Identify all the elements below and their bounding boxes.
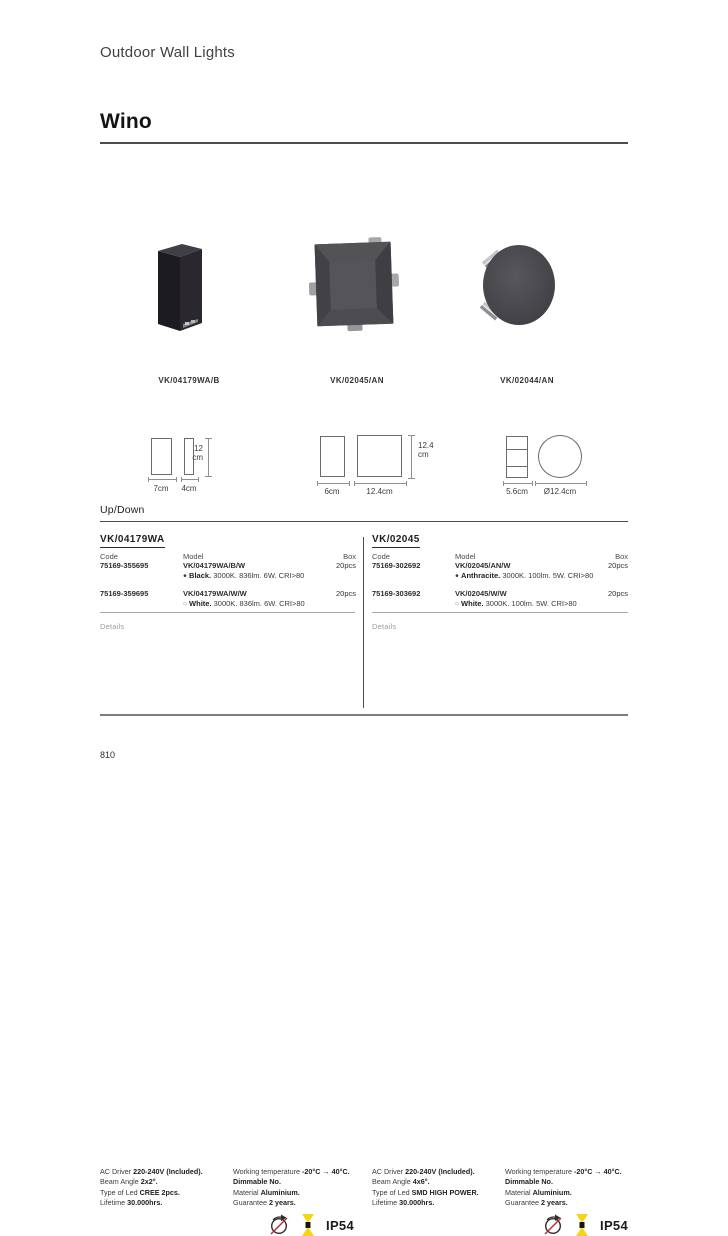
detail-line: Working temperature -20°C → 40°C. — [505, 1167, 622, 1176]
product-photo-round — [478, 243, 556, 332]
width-dimension-label: 5.6cm — [506, 487, 528, 496]
certification-icons — [268, 1214, 354, 1236]
item-code: 75169-302692 — [372, 561, 421, 570]
detail-line: Lifetime 30.000hrs. — [100, 1198, 163, 1208]
detail-line: Material Aluminium. — [233, 1187, 300, 1197]
dim-side-view — [320, 436, 345, 477]
width-dimension-line — [317, 481, 350, 486]
item-finish-specs: ○ White. 3000K. 100lm. 5W. CRI>80 — [455, 599, 577, 608]
section-label: Up/Down — [100, 504, 145, 516]
detail-line: Type of Led SMD HIGH POWER. — [372, 1187, 479, 1197]
dim-front-view — [357, 435, 402, 477]
wall-light-square-image — [310, 237, 398, 332]
width-dimension-line — [535, 481, 587, 486]
up-down-beam-icon — [301, 1214, 315, 1236]
detail-line: Type of Led CREE 2pcs. — [100, 1187, 180, 1197]
width-dimension-line — [148, 477, 177, 482]
wall-light-round-image — [478, 243, 556, 327]
detail-line: Dimmable No. — [505, 1177, 553, 1187]
box-quantity: 20pcs — [335, 589, 356, 598]
details-left-block — [372, 1167, 479, 1209]
detail-line: Beam Angle 2x2°. — [100, 1177, 158, 1187]
up-down-beam-icon — [575, 1214, 589, 1236]
certification-icons — [542, 1214, 628, 1236]
family-code-heading: VK/02045 — [372, 534, 420, 548]
finish-swatch-icon: ● — [183, 572, 187, 580]
product-photo-rectangular — [156, 240, 204, 337]
height-dimension-line — [205, 438, 212, 477]
finish-swatch-icon: ● — [455, 572, 459, 580]
column-divider — [363, 537, 364, 708]
details-right-block — [505, 1167, 622, 1209]
details-label: Details — [372, 622, 397, 631]
finish-swatch-icon: ○ — [183, 600, 187, 608]
col-header-model: Model — [455, 552, 476, 561]
detail-line: Guarantee 2 years. — [233, 1198, 296, 1208]
height-dimension-line — [408, 435, 415, 479]
details-right-block — [233, 1167, 350, 1209]
ip-rating: IP54 — [600, 1217, 628, 1233]
non-dimmable-icon — [542, 1214, 564, 1236]
item-finish-specs: ● Anthracite. 3000K. 100lm. 5W. CRI>80 — [455, 571, 594, 580]
item-model: VK/02045/AN/W — [455, 561, 511, 570]
box-quantity: 20pcs — [335, 561, 356, 570]
detail-line: AC Driver 220-240V (Included). — [372, 1167, 475, 1176]
diameter-dimension-label: Ø12.4cm — [543, 487, 577, 496]
detail-line: Lifetime 30.000hrs. — [372, 1198, 435, 1208]
dim-side-view — [506, 436, 528, 478]
product-code-caption: VK/02044/AN — [500, 376, 554, 385]
width-dimension-label: 7cm — [153, 484, 169, 493]
footer-divider — [100, 714, 628, 716]
detail-line: Guarantee 2 years. — [505, 1198, 568, 1208]
col-header-code: Code — [372, 552, 390, 561]
width-dimension-line — [181, 477, 199, 482]
width-dimension-line — [503, 481, 533, 486]
dim-front-view — [151, 438, 172, 475]
family-code-heading: VK/04179WA — [100, 534, 165, 548]
width-dimension-label: 4cm — [181, 484, 197, 493]
item-model: VK/02045/W/W — [455, 589, 507, 598]
box-quantity: 20pcs — [607, 561, 628, 570]
col-header-code: Code — [100, 552, 118, 561]
item-code: 75169-303692 — [372, 589, 421, 598]
item-code: 75169-355695 — [100, 561, 149, 570]
item-code: 75169-359695 — [100, 589, 149, 598]
item-finish-specs: ● Black. 3000K. 836lm. 6W. CRI>80 — [183, 571, 305, 580]
page-title: Wino — [100, 110, 152, 133]
finish-swatch-icon: ○ — [455, 600, 459, 608]
details-label: Details — [100, 622, 125, 631]
product-photo-square — [310, 237, 398, 337]
detail-line: Material Aluminium. — [505, 1187, 572, 1197]
width-dimension-line — [354, 481, 407, 486]
item-finish-specs: ○ White. 3000K. 836lm. 6W. CRI>80 — [183, 599, 305, 608]
title-divider — [100, 142, 628, 144]
box-quantity: 20pcs — [607, 589, 628, 598]
wall-light-rect-image — [156, 240, 204, 332]
detail-line: Beam Angle 4x6°. — [372, 1177, 430, 1187]
col-header-box: Box — [615, 552, 628, 561]
rows-divider — [100, 612, 355, 613]
col-header-box: Box — [343, 552, 356, 561]
item-model: VK/04179WA/B/W — [183, 561, 246, 570]
non-dimmable-icon — [268, 1214, 290, 1236]
ip-rating: IP54 — [326, 1217, 354, 1233]
category-heading: Outdoor Wall Lights — [100, 44, 235, 61]
item-model: VK/04179WA/W/W — [183, 589, 247, 598]
details-left-block — [100, 1167, 203, 1209]
dim-front-view-circle — [538, 435, 582, 478]
page-number: 810 — [100, 750, 116, 760]
product-code-caption: VK/04179WA/B — [158, 376, 220, 385]
detail-line: AC Driver 220-240V (Included). — [100, 1167, 203, 1176]
detail-line: Dimmable No. — [233, 1177, 281, 1187]
product-code-caption: VK/02045/AN — [330, 376, 384, 385]
width-dimension-label: 12.4cm — [366, 487, 393, 496]
rows-divider — [372, 612, 628, 613]
height-dimension-label: 12.4 cm — [418, 441, 434, 459]
spec-column — [372, 530, 628, 1233]
width-dimension-label: 6cm — [324, 487, 340, 496]
section-divider — [100, 521, 628, 522]
height-dimension-label: 12 cm — [192, 444, 203, 462]
col-header-model: Model — [183, 552, 204, 561]
detail-line: Working temperature -20°C → 40°C. — [233, 1167, 350, 1176]
